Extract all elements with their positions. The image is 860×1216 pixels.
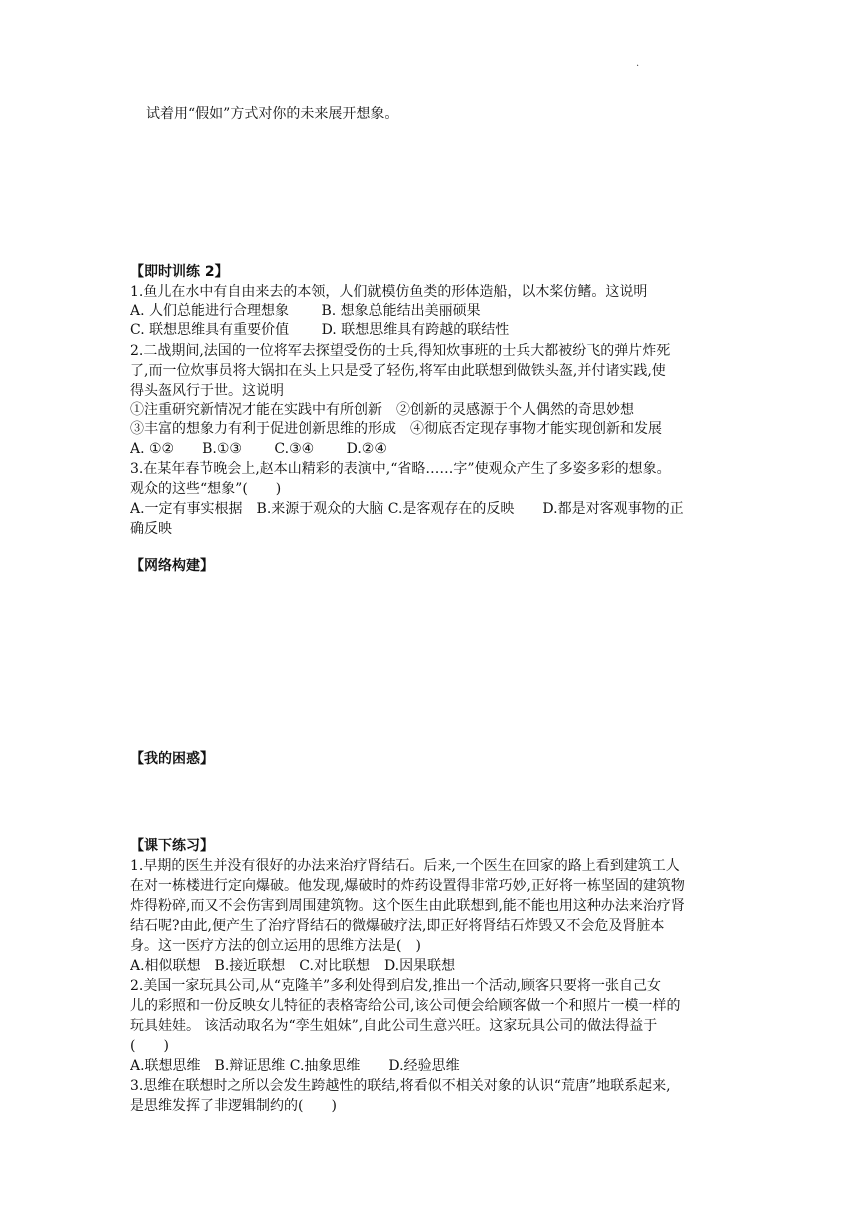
page-dot: . (636, 58, 640, 69)
q1-options-cd: C. 联想思维具有重要价值 D. 联想思维具有跨越的联结性 (130, 322, 510, 338)
hw-q3-line2: 是思维发挥了非逻辑制约的( ) (130, 1098, 337, 1114)
intro-prompt: 试着用“假如”方式对你的未来展开想象。 (146, 106, 399, 122)
q2-text-line2: 了,而一位炊事员将大锅扣在头上只是受了轻伤,将军由此联想到做铁头盔,并付诸实践,使 (130, 363, 666, 379)
hw-q3-line1: 3.思维在联想时之所以会发生跨越性的联结,将看似不相关对象的认识“荒唐”地联系起来, (130, 1078, 671, 1094)
hw-q1-line5: 身。这一医疗方法的创立运用的思维方法是( ) (130, 938, 421, 954)
q2-options: A. ①② B.①③ C.③④ D.②④ (130, 441, 387, 457)
hw-q1-options: A.相似联想 B.接近联想 C.对比联想 D.因果联想 (130, 958, 456, 974)
hw-q1-line2: 在对一栋楼进行定向爆破。他发现,爆破时的炸药设置得非常巧妙,正好将一栋坚固的建筑物 (130, 878, 685, 894)
q2-text-line3: 得头盔风行于世。这说明 (130, 383, 284, 399)
hw-q2-line2: 儿的彩照和一份反映女儿特征的表格寄给公司,该公司便会给顾客做一个和照片一模一样的 (130, 998, 681, 1014)
q1-options-ab: A. 人们总能进行合理想象 B. 想象总能结出美丽硕果 (130, 303, 481, 319)
hw-q1-line4: 结石呢?由此,便产生了治疗肾结石的微爆破疗法,即正好将肾结石炸毁又不会危及肾脏本 (130, 918, 665, 934)
q1-text: 1.鱼儿在水中有自由来去的本领，人们就模仿鱼类的形体造船，以木桨仿鳍。这说明 (130, 284, 648, 300)
q3-options-line2: 确反映 (130, 521, 172, 537)
q2-statements-34: ③丰富的想象力有利于促进创新思维的形成 ④彻底否定现存事物才能实现创新和发展 (130, 421, 662, 437)
q3-text-line1: 3.在某年春节晚会上,赵本山精彩的表演中,“省略……字”使观众产生了多姿多彩的想象。 (130, 461, 671, 477)
confusion-heading: 【我的困惑】 (130, 751, 214, 767)
q2-statements-12: ①注重研究新情况才能在实践中有所创新 ②创新的灵感源于个人偶然的奇思妙想 (130, 402, 634, 418)
q3-options-line1: A.一定有事实根据 B.来源于观众的大脑 C.是客观存在的反映 D.都是对客观事物的正 (130, 501, 684, 517)
after-class-heading: 【课下练习】 (130, 838, 214, 854)
instant-training-heading: 【即时训练 2】 (130, 264, 229, 280)
q3-text-line2: 观众的这些“想象”( ) (130, 481, 282, 497)
q2-text-line1: 2.二战期间,法国的一位将军去探望受伤的士兵,得知炊事班的士兵大都被纷飞的弹片炸死 (130, 343, 671, 359)
hw-q2-options: A.联想思维 B.辩证思维 C.抽象思维 D.经验思维 (130, 1058, 460, 1074)
hw-q1-line3: 炸得粉碎,而又不会伤害到周围建筑物。这个医生由此联想到,能不能也用这种办法来治疗肾 (130, 898, 685, 914)
hw-q2-line3: 玩具娃娃。 该活动取名为“孪生姐妹”,自此公司生意兴旺。这家玩具公司的做法得益于 (130, 1018, 658, 1034)
hw-q2-line4: ( ) (130, 1038, 169, 1054)
hw-q2-line1: 2.美国一家玩具公司,从“克隆羊”多利处得到启发,推出一个活动,顾客只要将一张自己女 (130, 978, 662, 994)
network-heading: 【网络构建】 (130, 558, 214, 574)
hw-q1-line1: 1.早期的医生并没有很好的办法来治疗肾结石。后来,一个医生在回家的路上看到建筑工人 (130, 858, 680, 874)
